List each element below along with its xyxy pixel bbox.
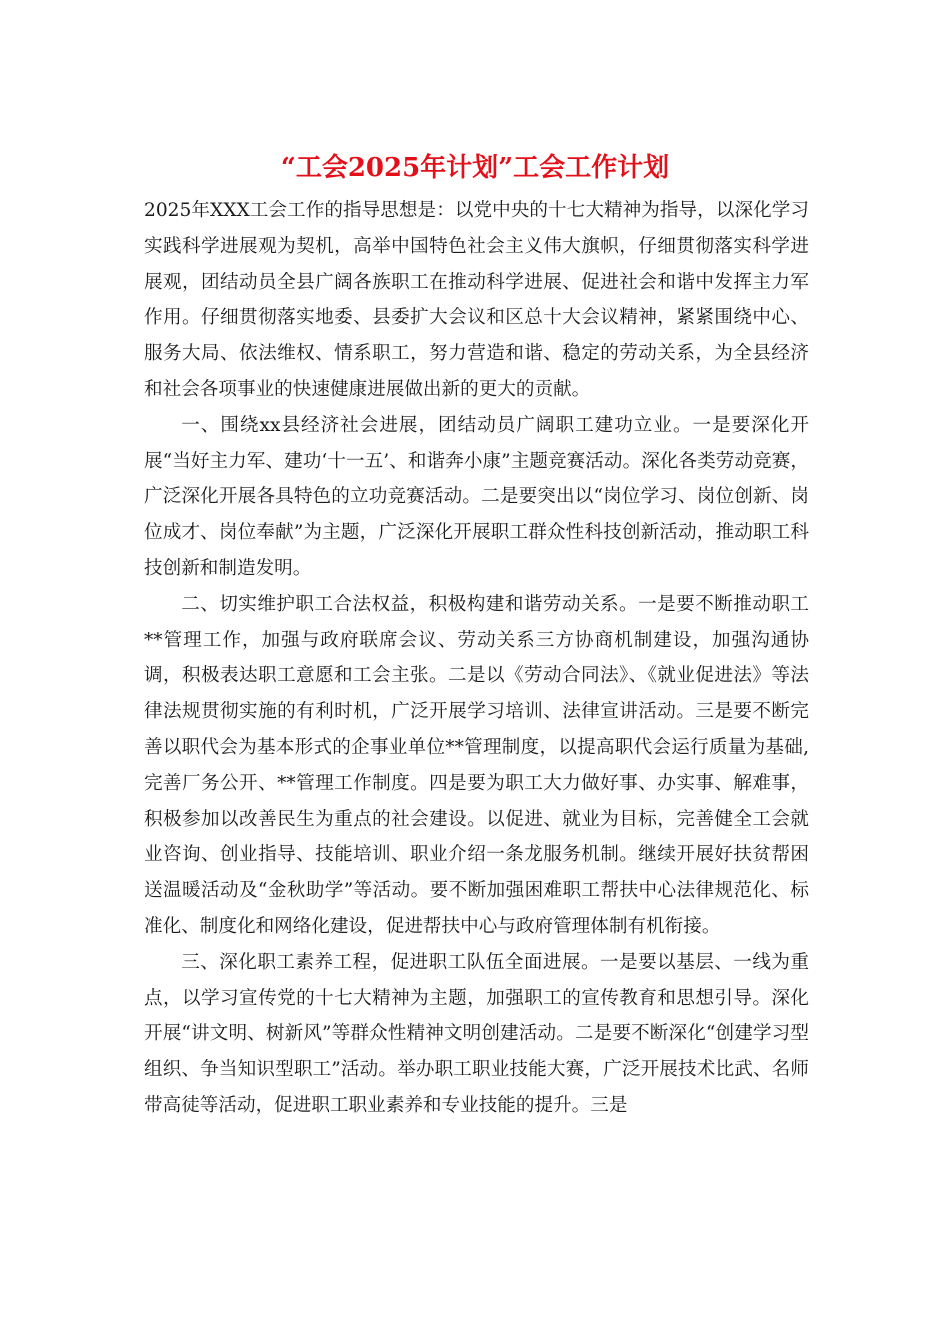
paragraph-intro: 2025年XXX工会工作的指导思想是：以党中央的十七大精神为指导，以深化学习实践科学进展观为契机，高举中国特色社会主义伟大旗帜，仔细贯彻落实科学进展观，团结动员全县广阔各族职工在推动科学进展、促进社会和谐中发挥主力军作用。仔细贯彻落实地委、县委扩大会议和区总十大会议精神，紧紧围绕中心、服务大局、依法维权、情系职工，努力营造和谐、稳定的劳动关系，为全县经济和社会各项事业的快速健康进展做出新的更大的贡献。: [144, 200, 809, 400]
document-title: “工会2025年计划”工会工作计划: [280, 153, 670, 183]
paragraph-section-1: 一、围绕xx县经济社会进展，团结动员广阔职工建功立业。一是要深化开展“当好主力军、建功‘十一五’、和谐奔小康”主题竞赛活动。深化各类劳动竞赛，广泛深化开展各具特色的立功竞赛活动。二是要突出以“岗位学习、岗位创新、岗位成才、岗位奉献”为主题，广泛深化开展职工群众性科技创新活动，推动职工科技创新和制造发明。: [144, 414, 809, 579]
document-body: [144, 193, 809, 1124]
paragraph-section-2: 二、切实维护职工合法权益，积极构建和谐劳动关系。一是要不断推动职工**管理工作，加强与政府联席会议、劳动关系三方协商机制建设，加强沟通协调，积极表达职工意愿和工会主张。二是以《劳动合同法》、《就业促进法》等法律法规贯彻实施的有利时机，广泛开展学习培训、法律宣讲活动。三是要不断完善以职代会为基本形式的企事业单位**管理制度，以提高职代会运行质量为基础,完善厂务公开、**管理工作制度。四是要为职工大力做好事、办实事、解难事，积极参加以改善民生为重点的社会建设。以促进、就业为目标，完善健全工会就业咨询、创业指导、技能培训、职业介绍一条龙服务机制。继续开展好扶贫帮困送温暖活动及“金秋助学”等活动。要不断加强困难职工帮扶中心法律规范化、标准化、制度化和网络化建设，促进帮扶中心与政府管理体制有机衔接。: [144, 593, 809, 937]
paragraph-section-3: 三、深化职工素养工程，促进职工队伍全面进展。一是要以基层、一线为重点，以学习宣传党的十七大精神为主题，加强职工的宣传教育和思想引导。深化开展“讲文明、树新风”等群众性精神文明创建活动。二是要不断深化“创建学习型组织、争当知识型职工”活动。举办职工职业技能大赛，广泛开展技术比武、名师带高徒等活动，促进职工职业素养和专业技能的提升。三是: [144, 951, 809, 1116]
